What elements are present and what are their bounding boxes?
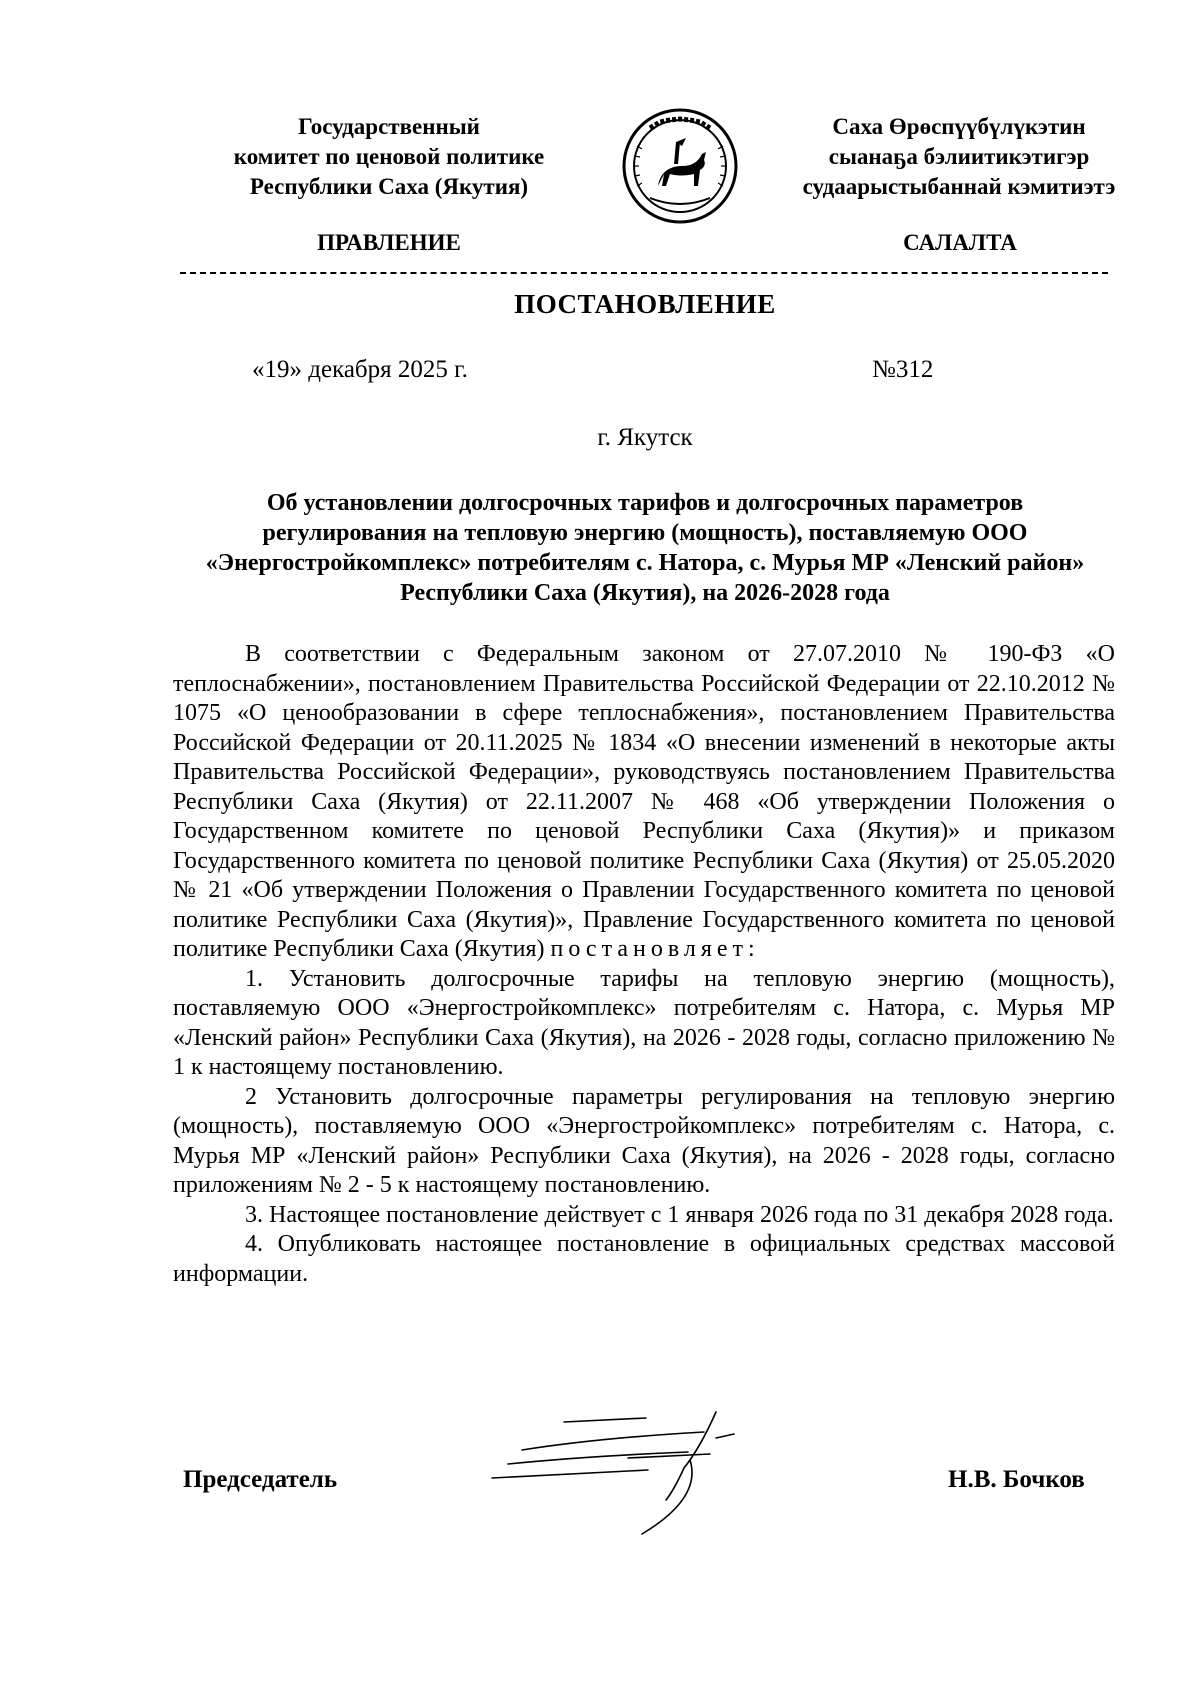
decree-word: постановляет:: [550, 936, 760, 962]
header-right-line: судаарыстыбаннай кэмитиэтэ: [802, 174, 1116, 199]
header-right-line: сыанаҕа бэлиитикэтигэр: [828, 144, 1090, 169]
resolution-item: 4. Опубликовать настоящее постановление в официальных средствах массовой информации.: [173, 1231, 1115, 1287]
header-left-line: комитет по ценовой политике: [233, 144, 545, 169]
header-left-line: Государственный: [298, 114, 480, 139]
preamble-paragraph: [173, 640, 1115, 965]
emblem-icon: [620, 106, 740, 226]
resolution-item: 2 Установить долгосрочные параметры регулирования на тепловую энергию (мощность), поставляемую ООО «Энергостройкомплекс» потребителям с. Натора, с. Мурья МР «Ленский район» Республики Саха (Якутия), на 2026 - 2028 годы, согласно приложениям № 2 - 5 к настоящему постановлению.: [173, 1083, 1115, 1198]
document-city: г. Якутск: [597, 424, 693, 451]
dashed-divider: [180, 272, 1108, 274]
header-right-subtitle: САЛАЛТА: [903, 230, 1017, 255]
document-date: «19» декабря 2025 г.: [252, 356, 468, 383]
header-left-block: [200, 112, 578, 202]
preamble-text: В соответствии с Федеральным законом от 27.07.2010 № 190-ФЗ «О теплоснабжении», постановлением Правительства Российской Федерации от 22.10.2012 № 1075 «О ценообразовании в сфере теплоснабжения», постановлением Правительства Российской Федерации от 20.11.2025 № 1834 «О внесении изменений в некоторые акты Правительства Российской Федерации», руководствуясь постановлением Правительства Республики Саха (Якутия) от 22.11.2007 № 468 «Об утверждении Положения о Государственном комитете по ценовой Республики Саха (Якутия)» и приказом Государственного комитета по ценовой политике Республики Саха (Якутия) от 25.05.2020 № 21 «Об утверждении Положения о Правлении Государственного комитета по ценовой политике Республики Саха (Якутия)», Правление Государственного комитета по ценовой политике Республики Саха (Якутия): [173, 641, 1115, 962]
document-body: [173, 640, 1115, 1289]
handwritten-signature: [478, 1408, 778, 1538]
resolution-item: 1. Установить долгосрочные тарифы на тепловую энергию (мощность), поставляемую ООО «Энергостройкомплекс» потребителям с. Натора, с. Мурья МР «Ленский район» Республики Саха (Якутия), на 2026 - 2028 годы, согласно приложению № 1 к настоящему постановлению.: [173, 965, 1115, 1080]
signatory-name: Н.В. Бочков: [948, 1466, 1085, 1493]
document-subject: Об установлении долгосрочных тарифов и долгосрочных параметров регулирования на тепловую энергию (мощность), поставляемую ООО «Энергостройкомплекс» потребителям с. Натора, с. Мурья МР «Ленский район» Республики Саха (Якутия), на 2026-2028 года: [205, 490, 1085, 606]
header-right-line: Саха Өрөспүүбүлүкэтин: [832, 114, 1086, 139]
document-type-title: ПОСТАНОВЛЕНИЕ: [514, 289, 776, 319]
document-number: №312: [872, 356, 934, 383]
header-right-block: [770, 112, 1148, 202]
header-left-line: Республики Саха (Якутия): [249, 174, 529, 199]
signatory-role: Председатель: [183, 1466, 338, 1493]
header-left-subtitle: ПРАВЛЕНИЕ: [317, 230, 461, 255]
resolution-item: 3. Настоящее постановление действует с 1 января 2026 года по 31 декабря 2028 года.: [245, 1201, 1114, 1228]
